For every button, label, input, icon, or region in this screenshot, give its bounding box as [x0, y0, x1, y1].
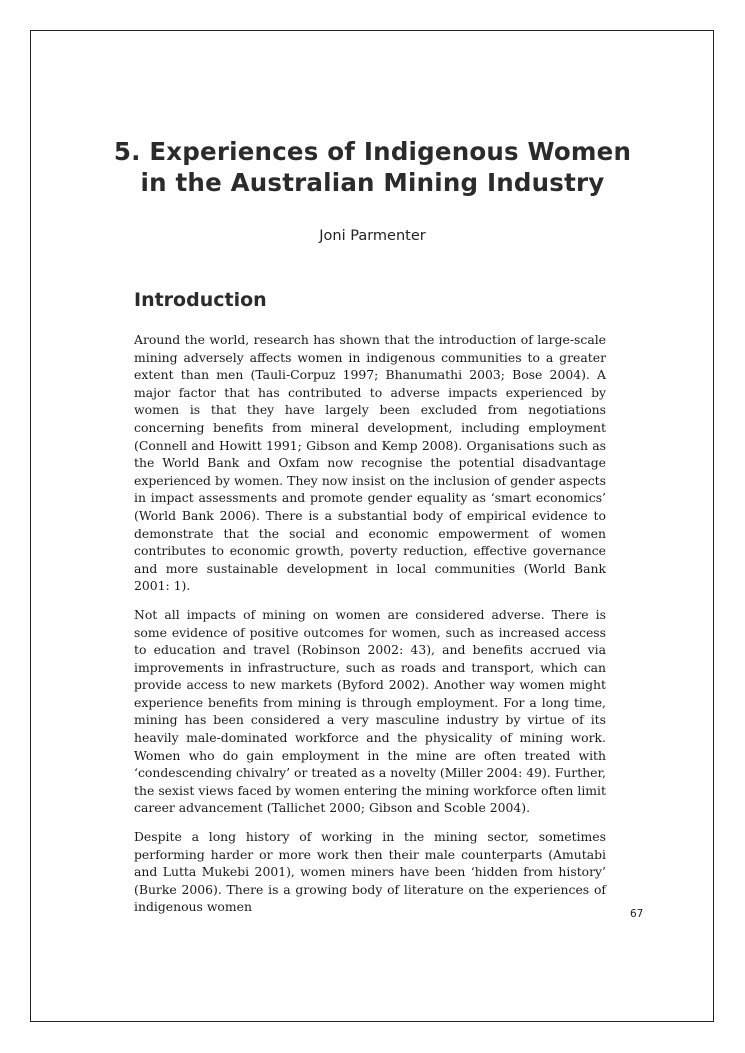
chapter-title [0, 136, 745, 198]
paragraph: Despite a long history of working in the mining sector, sometimes performing harder or more work then their male counterparts (Amutabi and Lutta Mukebi 2001), women miners have been ‘hidden from history’ (Burke 2006). There is a growing body of literature on the experiences of indigenous women [134, 829, 606, 915]
page-number: 67 [630, 908, 644, 920]
paragraph: Not all impacts of mining on women are considered adverse. There is some evidence of positive outcomes for women, such as increased access to education and travel (Robinson 2002: 43), and benefits accrued via improvements in infrastructure, such as roads and transport, which can provide access to new markets (Byford 2002). Another way women might experience benefits from mining is through employment. For a long time, mining has been considered a very masculine industry by virtue of its heavily male-dominated workforce and the physicality of mining work. Women who do gain employment in the mine are often treated with ‘condescending chivalry’ or treated as a novelty (Miller 2004: 49). Further, the sexist views faced by women entering the mining workforce often limit career advancement (Tallichet 2000; Gibson and Scoble 2004). [134, 606, 606, 816]
author-name: Joni Parmenter [319, 228, 426, 244]
section-heading: Introduction [134, 289, 267, 311]
chapter-title-line-1: 5. Experiences of Indigenous Women [113, 137, 632, 166]
paragraph: Around the world, research has shown that the introduction of large-scale mining adversely affects women in indigenous communities to a greater extent than men (Tauli-Corpuz 1997; Bhanumathi 2003; Bose 2004). A major factor that has contributed to adverse impacts experienced by women is that they have largely been excluded from negotiations concerning benefits from mineral development, including employment (Connell and Howitt 1991; Gibson and Kemp 2008). Organisations such as the World Bank and Oxfam now recognise the potential disadvantage experienced by women. They now insist on the inclusion of gender aspects in impact assessments and promote gender equality as ‘smart economics’ (World Bank 2006). There is a substantial body of empirical evidence to demonstrate that the social and economic empowerment of women contributes to economic growth, poverty reduction, effective governance and more sustainable development in local communities (World Bank 2001: 1). [134, 332, 606, 594]
body-text [134, 331, 606, 927]
chapter-title-line-2: in the Australian Mining Industry [140, 168, 605, 197]
